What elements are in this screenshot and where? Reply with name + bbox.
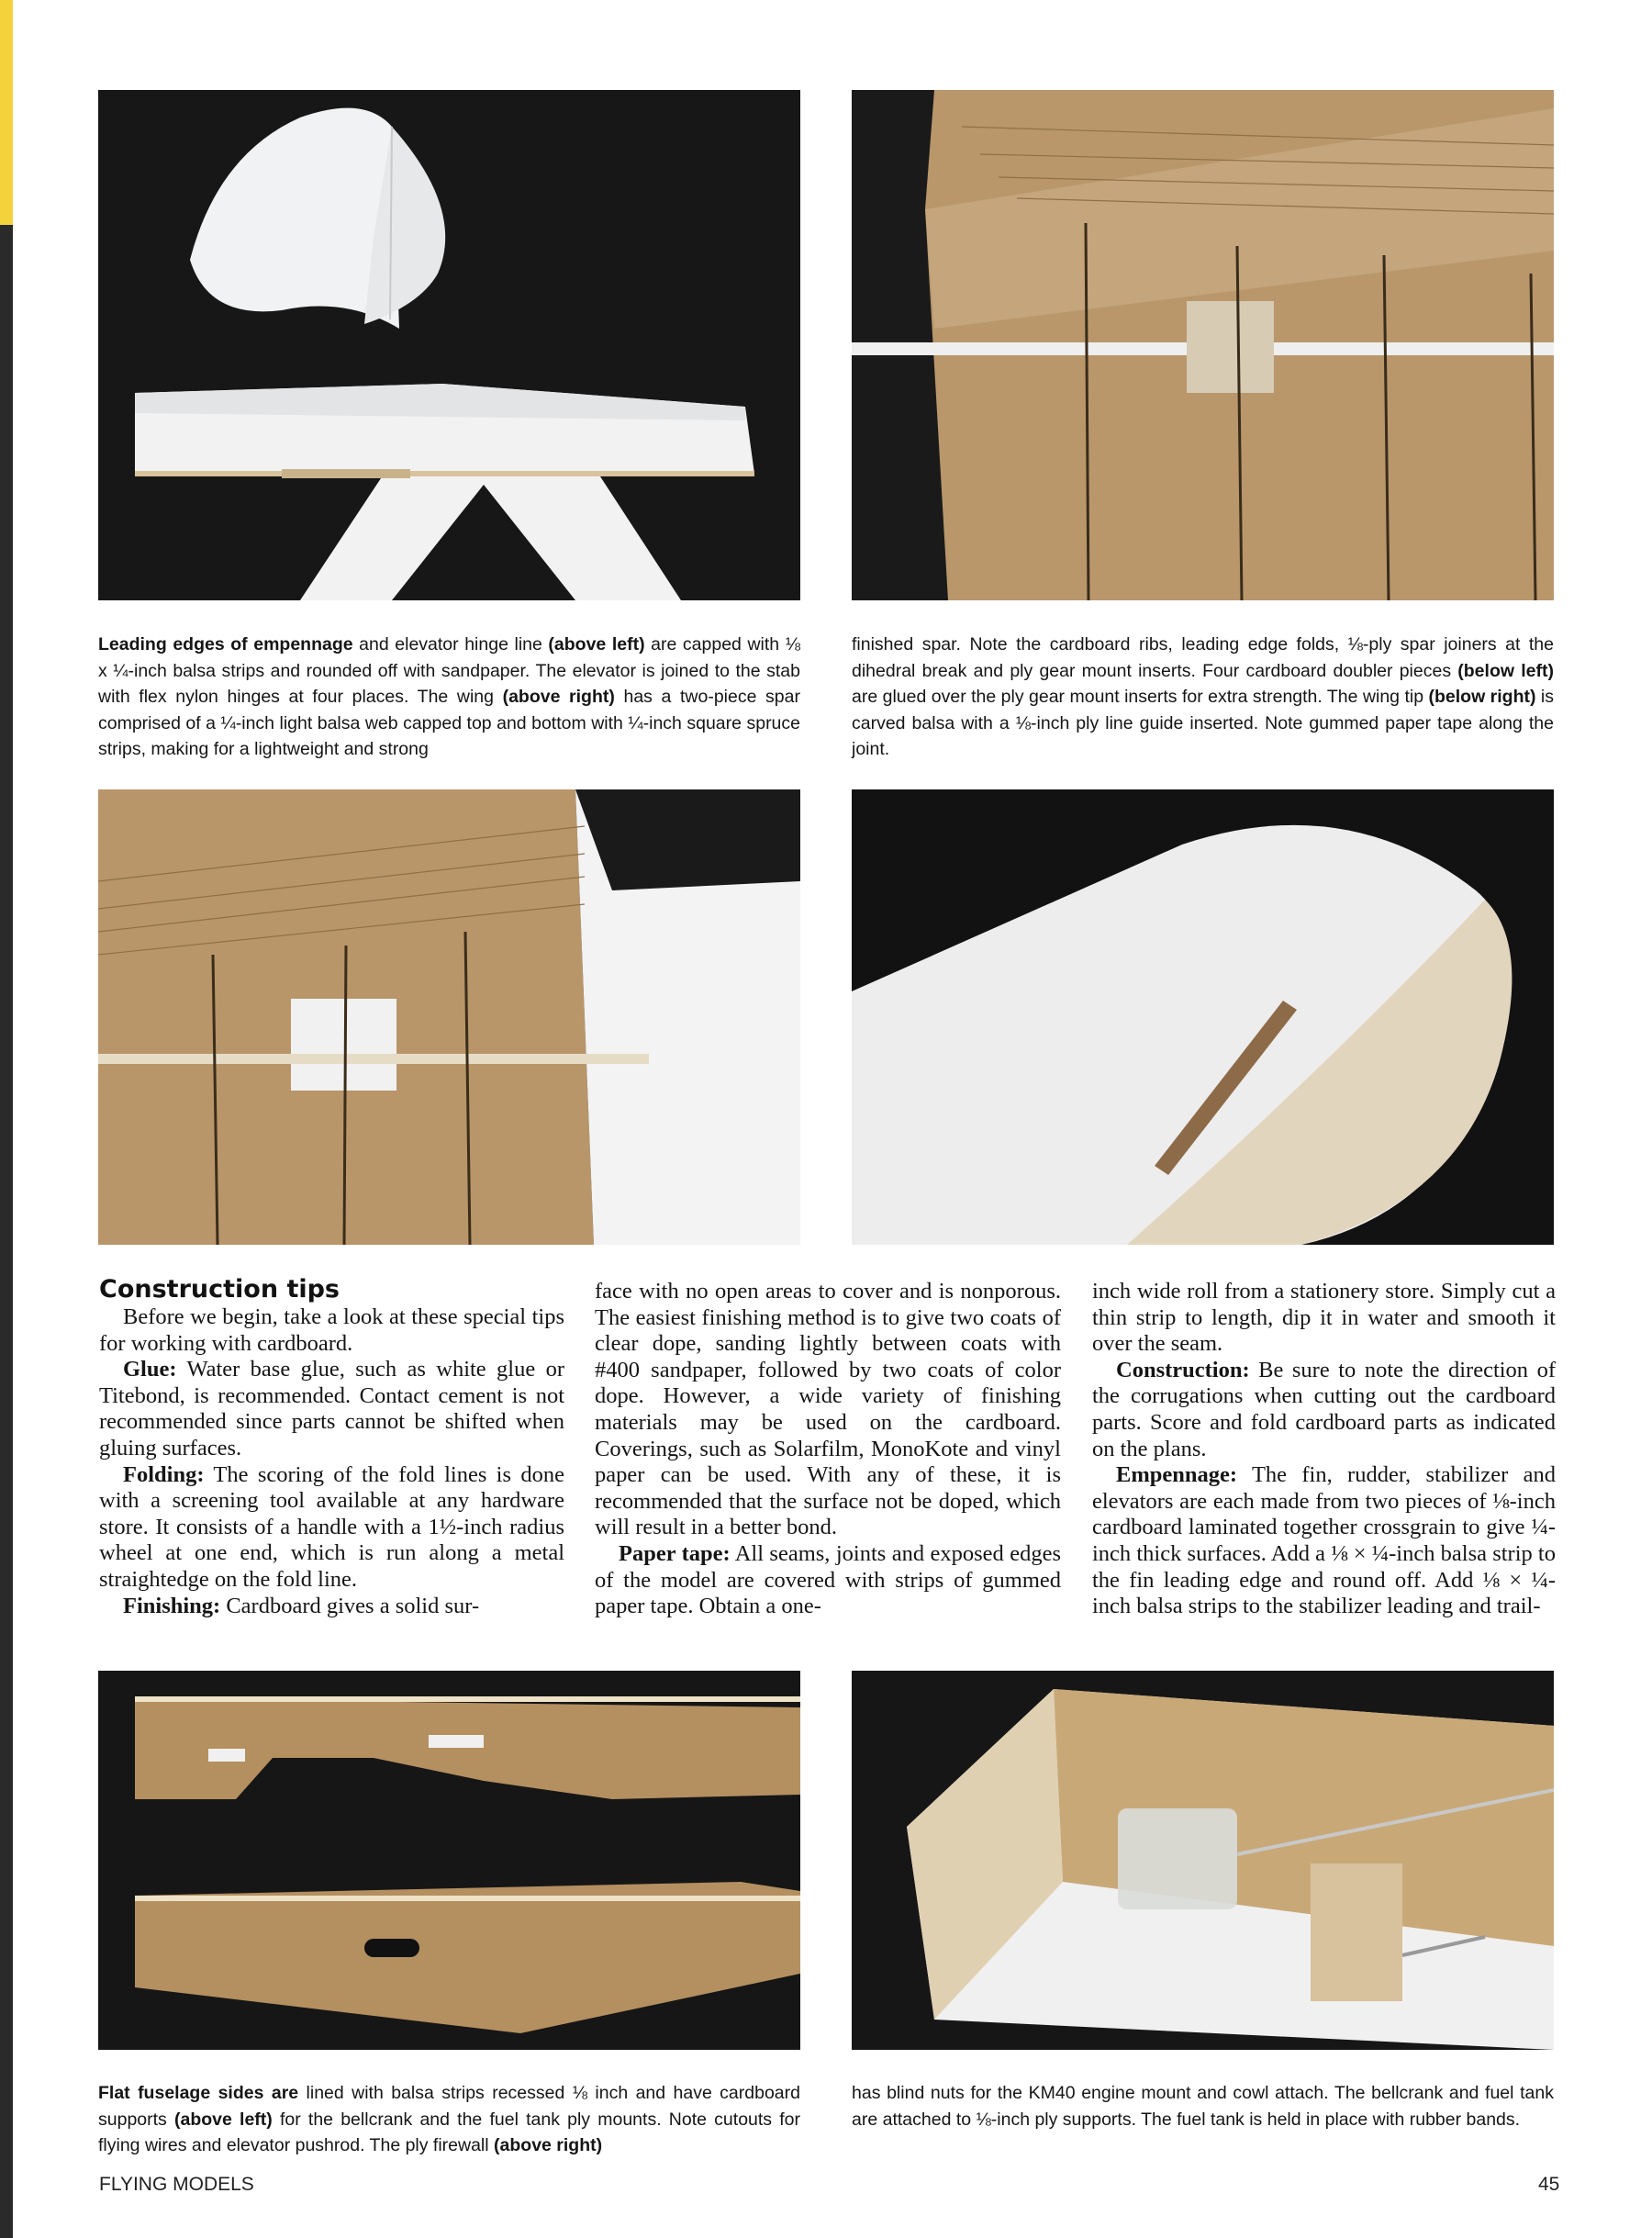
bold-run: (below left)	[1457, 660, 1554, 681]
text-run: Water base glue, such as white glue or Titebond, is recommended. Contact cement is not recommended since parts cannot be shifted when gluing surfaces.	[99, 1357, 564, 1460]
bold-run: Leading edges of empennage	[98, 634, 353, 655]
text-run: for the bellcrank and the fuel tank ply mounts. Note cutouts for flying wires and elevator pushrod. The ply firewall	[98, 2109, 800, 2155]
text-run: lined with balsa strips recessed ⅛ inch and have cardboard supports	[98, 2083, 800, 2130]
bold-run: (above right)	[494, 2135, 603, 2155]
article-paragraph	[595, 1279, 1061, 1541]
text-run: are capped with ⅛ x ¼-inch balsa strips and rounded off with sandpaper. The elevator is joined to the stab with flex nylon hinges at four places. The wing	[98, 634, 800, 707]
article-paragraph	[99, 1304, 564, 1357]
text-run: is carved balsa with a ⅛-inch ply line guide inserted. Note gummed paper tape along the joint.	[852, 687, 1554, 759]
article-paragraph	[99, 1462, 564, 1594]
caption-bottom-right	[852, 2080, 1554, 2132]
photo-empennage	[98, 90, 800, 600]
photo-doubler-pieces	[98, 789, 800, 1245]
text-run: and elevator hinge line	[352, 634, 549, 655]
text-run: The fin, rudder, stabilizer and elevators are each made from two pieces of ⅛-inch cardboard laminated together crossgrain to give ¼-inch thick surfaces. Add a ⅛ × ¼-inch balsa strip to the fin leading edge and round off. Add ⅛ × ¼-inch balsa strips to the stabilizer leading and trail-	[1092, 1462, 1556, 1619]
bold-run: (above left)	[548, 634, 645, 655]
bold-run: (below right)	[1428, 687, 1536, 707]
caption-top-left	[98, 632, 800, 763]
footer-magazine-name: FLYING MODELS	[99, 2174, 254, 2195]
photo-wing-tip	[852, 789, 1554, 1245]
article-paragraph	[1092, 1358, 1556, 1462]
article-column-1	[99, 1274, 564, 1619]
caption-bottom-left	[98, 2080, 800, 2159]
photo-wing-spar	[852, 90, 1554, 600]
text-run: are glued over the ply gear mount inserts for extra strength. The wing tip	[852, 687, 1429, 707]
text-run: has blind nuts for the KM40 engine mount and cowl attach. The bellcrank and fuel tank are attached to ⅛-inch ply supports. The fuel tank is held in place with rubber bands.	[852, 2083, 1554, 2130]
bold-run: Paper tape:	[619, 1540, 731, 1566]
article-column-2	[595, 1279, 1061, 1620]
article-paragraph	[1092, 1279, 1556, 1358]
page-edge-strip	[0, 0, 13, 2238]
article-paragraph	[595, 1541, 1061, 1620]
text-run: inch wide roll from a stationery store. Simply cut a thin strip to length, dip it in water and smooth it over the seam.	[1092, 1279, 1556, 1357]
caption-top-right	[852, 632, 1554, 763]
article-paragraph	[1092, 1462, 1556, 1620]
text-run: face with no open areas to cover and is nonporous. The easiest finishing method is to give two coats of clear dope, sanding lightly between coats with #400 sandpaper, followed by two coats of color dope. However, a wide variety of finishing materials may be used on the cardboard. Coverings, such as Solarfilm, MonoKote and vinyl paper can be used. With any of these, it is recommended that the surface not be doped, which will result in a better bond.	[595, 1279, 1061, 1540]
bold-run: Finishing:	[123, 1593, 221, 1618]
article-paragraph	[99, 1594, 564, 1620]
article-column-3	[1092, 1279, 1556, 1620]
text-run: Before we begin, take a look at these special tips for working with cardboard.	[99, 1304, 564, 1356]
bold-run: Construction:	[1116, 1357, 1250, 1382]
bold-run: (above right)	[502, 687, 615, 707]
page-edge-tab	[0, 0, 13, 225]
photo-fuselage-sides	[98, 1671, 800, 2050]
article-heading: Construction tips	[99, 1275, 340, 1304]
bold-run: (above left)	[173, 2109, 273, 2130]
bold-run: Flat fuselage sides are	[98, 2083, 299, 2103]
article-paragraph	[99, 1357, 564, 1461]
bold-run: Empennage:	[1116, 1462, 1238, 1488]
bold-run: Folding:	[123, 1461, 205, 1487]
text-run: Cardboard gives a solid sur-	[220, 1593, 480, 1618]
column-2-paragraphs	[595, 1279, 1061, 1620]
bold-run: Glue:	[123, 1357, 177, 1382]
text-run: The scoring of the fold lines is done with a screening tool available at any hardware store. It consists of a handle with a 1½-inch radius wheel at one end, which is run along a metal straightedge on the fold line.	[99, 1461, 564, 1592]
text-run: All seams, joints and exposed edges of the model are covered with strips of gummed paper tape. Obtain a one-	[595, 1540, 1061, 1619]
column-1-paragraphs	[99, 1304, 564, 1619]
text-run: finished spar. Note the cardboard ribs, leading edge folds, ⅛-ply spar joiners at the dihedral break and ply gear mount inserts. Four cardboard doubler pieces	[852, 634, 1554, 681]
photo-firewall-tank	[852, 1671, 1554, 2050]
text-run: has a two-piece spar comprised of a ¼-inch light balsa web capped top and bottom with ¼-inch square spruce strips, making for a lightweight and strong	[98, 687, 800, 759]
text-run: Be sure to note the direction of the corrugations when cutting out the cardboard parts. Score and fold cardboard parts as indicated on the plans.	[1092, 1357, 1556, 1461]
column-3-paragraphs	[1092, 1279, 1556, 1620]
footer-page-number: 45	[1538, 2174, 1560, 2195]
